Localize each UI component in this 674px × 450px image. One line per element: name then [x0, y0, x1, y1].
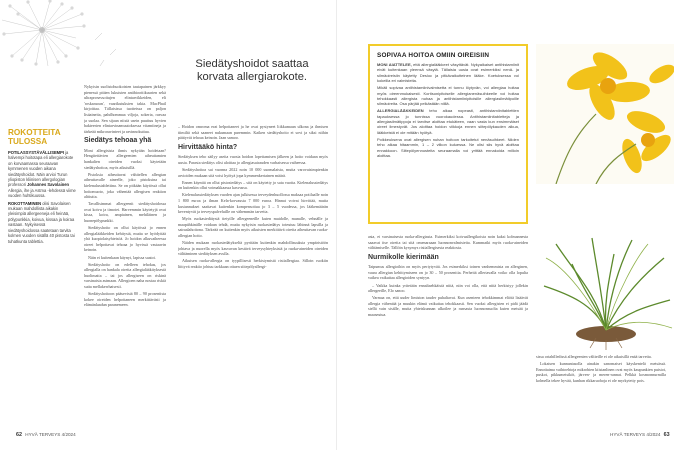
info-text-1: että allergialääkkeet väsyttävät. Nykyaikaiset antihistamiinit eivät kuitenkaan yleensä väsytä. Tällaisia uusia ovat esimerkiksi nenä- ja silmäoireisiin käytetty Desloc ja pitkävaikutteinen lääke. Koetuksessa voi kokeilla eri valmisteita.: [377, 62, 519, 84]
paragraph: Myös ruokasiedätystä tietyille allergeeneille kuten maidolle, munalle, vehnälle ja maapähkinälle voidaan tehdä, mutta nykyisin ruokasiedätys toteutuu lähinnä lapsilla ja sairaalahoitona. Tärkeää on kuitenkin myös aikuisten merkittävä oireita aiheuttavan ruoka-allergian hoito.: [178, 216, 328, 238]
sidebar-professor-name: Johannes Savolainen: [27, 182, 69, 188]
paragraph: Varmaa on, että uuder limiston tauder puhaltavat. Kun asenteen tehokkimmat eliötä lisäävät allergia vähentää ja muukin elämä vaikuttaa tehokkaasti. Sen vuoksi allergisten ei pidä jäädä siellä vain sisälle, mutta yhteiskunnan ulkoilee ja runsasta luonnonsuolta kuten metsää ja maaseutua.: [368, 295, 528, 318]
sidebar-text-1: ja halvempi hoitotapa eli allergiarokote on korvaamassa seuraavan kymmenen vuoden aikana siedätyshoidot. Näin arvioi Turun yliopiston kliinisen allergologian professori: [8, 150, 74, 188]
info-box-text: [377, 62, 519, 158]
paragraph: sissa ortahilledissä allergeenien vältteille ei ole aikuisillä enää tarvetta.: [536, 354, 652, 359]
paragraph: Näin ei kuitenkaan käynyt, lapissa saatoi.: [88, 254, 156, 260]
paragraph: Siedätyksen tebo säilyy aseita vuosia hoidon lopettamisen jälkeen ja hoito voidaan myös uusia. Parasta siedätys olisi aloittaa jo allergiasairauden varhaisessa vaiheessa.: [178, 154, 328, 165]
article-column-2: [178, 124, 328, 428]
grass-photo: [536, 234, 674, 350]
paragraph: – Vaikka kuinka yritetään ennaltaehkäistä niitä, niin voi olla, että niitä herkistyy jollekin allergeeille, Elo sanoo.: [368, 282, 528, 294]
paragraph: Pistoksia aiheuttavat vähitellen allergian aiheuttavalle aineelle, joko pistoksina tai kielenalustablettina. Se on pitkään käytössä ollut hoitomuoto, joka vähentää allergisen reaktion alttiutta.: [84, 171, 166, 200]
left-page-number: 62: [16, 432, 22, 438]
paragraph: Lokaisen kunnantasolla ainakin sanomaiset käyskentelä metsässä. Ennottaima vaihtoehtoja mikrobien kiistanlinen ovat myös kaupunkien puistot, puskot, pikkumetsiköt, järven- ja meren-rannat. Pelkkä kosmonnurmilla kolmella tekee hyvää, kunhan rikkaruohoja ei ole myrkytetty pois.: [536, 361, 666, 383]
subheading-hinta: Hirvittääkö hinta?: [178, 143, 238, 151]
paragraph: Kielenalussiedätyksen vuoden ajan julkisessa terveydenhuollossa maksaa potilaalle noin 1 800 euroa ja ilman Kela-korvausta 7 000 euroa. Hinnat voivat hirvittää, mutta kustannukset saattavat kuitenkin kompensoitua jo 3 – 5 vuodessa, jos lääkemäärän keventyvät ja terveyspalveluille on vähemmän tarvetta.: [178, 192, 328, 215]
info-box-title: SOPIVAA HOITOA OMIIN OIREISIIN: [377, 52, 490, 59]
article-column-right-2: [536, 354, 666, 430]
vaccines-sidebar: [8, 128, 76, 244]
paragraph: Moni allergisista ihmis nykyään hoidetaan? Hengitettävien allergeenien aiheuttamien hankalien oireiden vuoksi käytetään siedätyshoitoa, myös aikuisillä.: [84, 147, 166, 170]
subheading-nurmikolle: Nurmikolle kierimään: [368, 253, 439, 261]
sidebar-text: [8, 150, 76, 244]
treatment-info-box: [368, 44, 528, 224]
paragraph: Siedätyshoito on edelleen tehokas, jos allergialla on hankala oireita allergialääkityksestä huolimatta – tai jos allergiseen on riskinä varsinaisia astmaan. Allergioen naha nostaa riskiä sutta mellakerrhaisesti.: [84, 261, 166, 289]
paragraph: Näiden mukaan ruokasiedätykseltä pyritään kuitenkin mahdollisuuksia ympäristöön johtava ja nuorella myös kasvavan kestävä terveysyhteyksistä ja ruoka-aineiden oireiden välttäminen siedätyksen avulla.: [178, 240, 328, 257]
article-column-1: [84, 84, 166, 428]
article-headline: Siedätyshoidot saattaa korvata allergiarokote.: [195, 58, 309, 83]
info-text-4: Poikkeuksena ovat allergisen nuhan hoitoon tarkoitetut nenäsuihkeet. Niiden teho alkaa hitaammin, 1 – 2 viikon kuluessa. Ne olisi siis hyvä aloittaa ennakkoon. Siitepölyennusteita seuraamalla voi yrittää ennakoida milloin aloittaa.: [377, 136, 519, 158]
left-folio: [14, 432, 76, 438]
sidebar-lead-1: POTILASSYSTÄVÄLLISEMPI: [8, 150, 64, 155]
paragraph: – Hoidon omroma erat helpottaneet ja he ovat pystyneet liikkumaan ulkona ja ihmisen tiimiltä sekä saaneet nukumaan paremmin. Kaiken siedätyshoito ei sovi ja siksi niihin päätyvät tehoaa keinoin. Jaan samoo.: [178, 124, 328, 141]
left-magazine-name: HYVÄ TERVEYS 4/2024: [25, 432, 76, 437]
paragraph: Siedätyshoito on ollut käytössä jo ennen allergialääkkeiden kehitystä, mutta se hyödyttää yhä kuopiolaisyhteisöä. Jo hoidon alkuvaiheessa oireet helpottavat tehoaa jo hyvissä vastaavin keinoin.: [84, 225, 166, 253]
intro-paragraph: Nykyisin suolistohuokoisten tauiapainen järkkyy pienessä pitäen lukuisten antibioottikuurien sekä ultraprosessoitujen elintarvikkeiden, eli 'roskaruoan', vaarikutuksien takia. MacPhail kirjoittaa. Tällaisissa tuotteissa on paljon lisäaineita, pahdhommaa viljoja, sokeria, rasvaa ja suolaa. Sen sijaan niistä usein puuttuu hyvien bakteerien elintarvinamuutoksessa vitamiineja ja tärkeää mikroravinteet ja ravinnokuitua.: [84, 84, 166, 134]
sidebar-text-2: olisi Savolaisen mukaan mahdollista aikakin yleisimpiä allergeeneja eli heinää, pölypunkkia, koivua, kissaa ja koiraa vastaan. Nykyisessä siedätyshoidossa saatetaan tarvita kolmen vuoden sisällä 40 pistosta tai tuhatkunta tablettia.: [8, 200, 75, 244]
dandelion-illustration: [0, 0, 125, 78]
paragraph: Siedätyshoitoon pääsevistä 80 – 90 prosentista kokee oireiden helpottaneen merkittävästi ja elämänlaadun paranemeen.: [84, 291, 166, 308]
subheading-siedatys: Siedätys tehoaa yhä: [84, 137, 152, 145]
sidebar-text-1-end: Allergia, ihe ja Astma -lehdessä viime vuoden huhtikuussa.: [8, 187, 76, 199]
right-magazine-name: HYVÄ TERVEYS 4/2024: [610, 432, 661, 437]
sidebar-lead-2: ROKOTTAMINEN: [8, 200, 42, 206]
paragraph: Taipumus allergioihin on myös periytyvää. Jos esimerkiksi toinen vanhemmista on allerginen, vaara allergian kehittymiseen on jo 30 – 50 prosenttia. Perheitä allertavalla voiko olla lopulta vaikea vaikuttaa allergioiden syntyyn.: [368, 264, 528, 281]
right-folio: [610, 432, 672, 438]
yellow-flowers-photo: [536, 44, 674, 184]
info-lead-1: MONI AIATTELEE,: [377, 62, 412, 67]
paragraph: Aikuisen ruoka-allergia on tyypillisesti herkistymistä ristiallergiaa. Silloin ruokiin liittyvä reaktio johtuu tarkkaan ottaen siitepölyallergi-: [178, 258, 328, 269]
info-text-2: Mikäli sopivaa antihistamiinivalmisetta ei tunnu löytyvän, voi allergiaa hoitaa myös oireenmukaisesti. Kortisonipitoiselle allergianenäsuihkeelle voi hoitaa tehokkaasti allergista nuhaa ja antihistamiinipitoisille allergiasilmätipoille silmäoireita. Osa pärjää pelkästään niillä.: [377, 85, 519, 107]
paragraph: Siedätyshoitoa sai vuonna 2022 noin 10 000 suomalaista, mutta varovaisimpienkin arvioiden mukaan sitä voisi hyötyä jopa kymmenkertainen määrä.: [178, 166, 328, 178]
info-text-3: teho alkaa nopeasti, antihistamiinitablettien tapauksessa jo tunnissa vuorokaudessa. Antihistamiinitabletteja ja allergiasilmätippoja ei tarvitse aloittaa etukäteen, vaan vasta kun ensimmäiset oireet ilmestyvät. Jos aloittaa hoidon viikkoja ennen siitepölykauden alkua, lääkkeistä ei ole mitään hyötyä.: [377, 108, 519, 135]
article-column-right: [368, 234, 528, 430]
paragraph: Tavallisimmat allergeenit siedätyshoidossa ovat koivu ja timotei. Harvemmin käytetyjä ovat kissa, koira, ampiainen, mehiläinen ja huonepölypunkki.: [84, 201, 166, 223]
paragraph: asta, ei varsinaisesta ruoka-allergiasta. Esimerkiksi koivuallergikoista noin kaksi kolmannesta saaavat itse oireita tai sitä omenaraaan luonnonvalmisteita. Kummatki myös ruoka-aineiden välttämiselle. Tällöin kysymys ristiallergisesta reaktiosta.: [368, 234, 528, 251]
paragraph: Ennen käyntiä on ollut pistosiedätys – sitä on käytetty jo sata vuotta. Kielenalussiedätys on kuitenkin ollut voimakkaassa kasvussa.: [178, 179, 328, 191]
sidebar-title: ROKOTTEITA TULOSSA: [8, 128, 61, 146]
info-lead-3: ALLERGIALÄÄKKEIDEN: [377, 108, 424, 114]
right-page-number: 63: [663, 432, 670, 438]
